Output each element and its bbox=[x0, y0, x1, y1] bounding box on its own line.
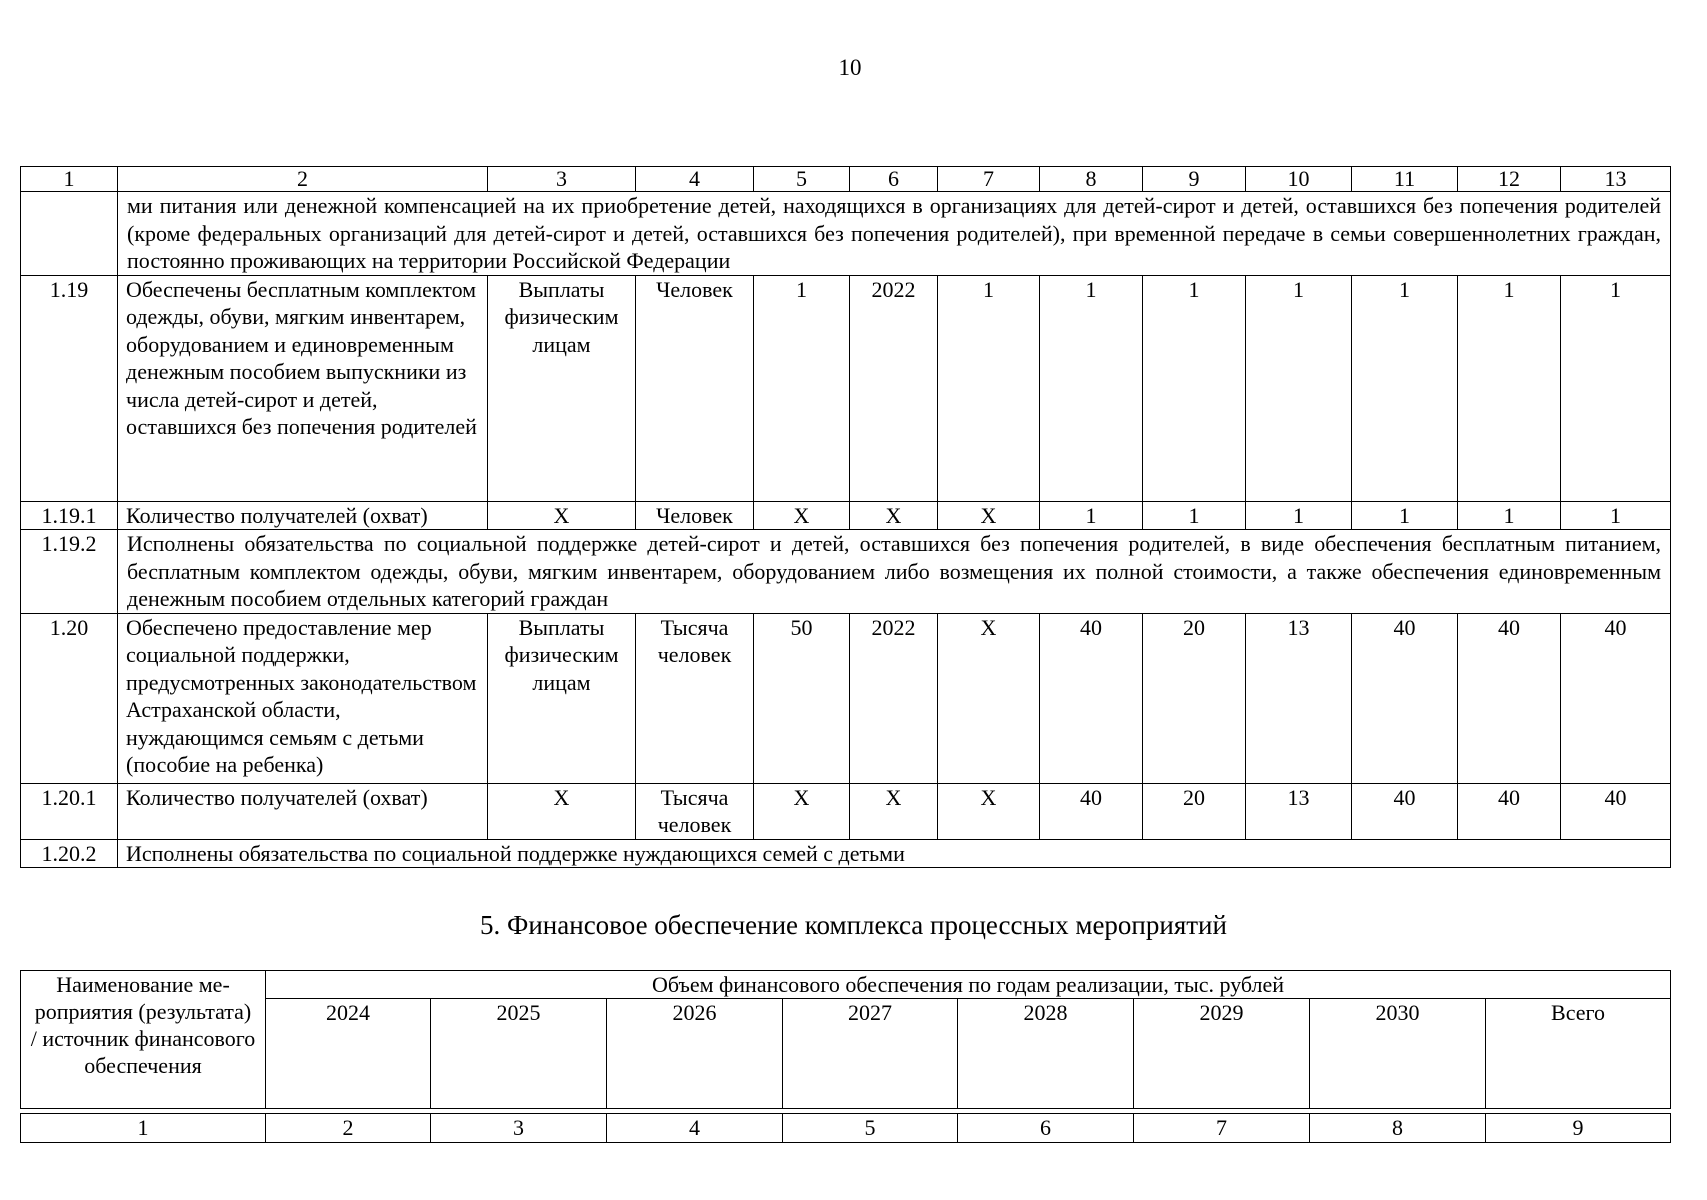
table-row bbox=[21, 275, 1671, 501]
result-type: Выплаты физическим лицам bbox=[488, 613, 636, 783]
cell-value: 13 bbox=[1246, 613, 1352, 783]
col-num: 3 bbox=[488, 167, 636, 192]
cell-value: 1 bbox=[1352, 275, 1458, 501]
row-number: 1.19.1 bbox=[21, 501, 118, 530]
col-num: 8 bbox=[1040, 167, 1143, 192]
table-row bbox=[21, 783, 1671, 839]
cell-value: 20 bbox=[1143, 783, 1246, 839]
col-num: 3 bbox=[431, 1114, 607, 1143]
cell-value: 40 bbox=[1561, 783, 1671, 839]
table-row bbox=[21, 839, 1671, 868]
year-header: 2030 bbox=[1310, 999, 1486, 1109]
result-name: Обеспечены бесплатным комплектом одежды, обуви, мягким инвентарем, оборудованием и единовременным денежным пособием выпускники из числа детей-сирот и детей, оставшихся без попечения родителей bbox=[118, 275, 488, 501]
cell-value: 1 bbox=[938, 275, 1040, 501]
col-num: 6 bbox=[850, 167, 938, 192]
col-num: 13 bbox=[1561, 167, 1671, 192]
cell-value: Х bbox=[938, 613, 1040, 783]
cell-value: 1 bbox=[1143, 501, 1246, 530]
unit: Тысяча человек bbox=[636, 613, 754, 783]
cell-value: 40 bbox=[1458, 783, 1561, 839]
table-row bbox=[21, 613, 1671, 783]
cell-value: 1 bbox=[1458, 501, 1561, 530]
col-num: 4 bbox=[636, 167, 754, 192]
cell-value: 1 bbox=[1246, 501, 1352, 530]
col-num: 1 bbox=[21, 167, 118, 192]
year-header: 2025 bbox=[431, 999, 607, 1109]
unit: Человек bbox=[636, 275, 754, 501]
task-text: Исполнены обязательства по социальной поддержке детей-сирот и детей, оставшихся без попечения родителей, в виде обеспечения бесплатным питанием, бесплатным комплектом одежды, обуви, мягким инвентарем, оборудованием либо возмещения их полной стоимости, а также обеспечения единовременным денежным пособием отдельных категорий граждан bbox=[118, 530, 1671, 614]
result-type: Х bbox=[488, 783, 636, 839]
indicators-table bbox=[20, 166, 1671, 868]
table-row bbox=[21, 192, 1671, 276]
unit: Тысяча человек bbox=[636, 783, 754, 839]
cell-value: Х bbox=[938, 783, 1040, 839]
year-header: 2027 bbox=[783, 999, 958, 1109]
year-header: Всего bbox=[1486, 999, 1671, 1109]
result-type: Выплаты физическим лицам bbox=[488, 275, 636, 501]
cell-value: 40 bbox=[1458, 613, 1561, 783]
table-row bbox=[21, 501, 1671, 530]
year-header: 2024 bbox=[266, 999, 431, 1109]
cell-value: 20 bbox=[1143, 613, 1246, 783]
cell-value: 40 bbox=[1352, 783, 1458, 839]
cell-value: 1 bbox=[1561, 275, 1671, 501]
row-number: 1.20 bbox=[21, 613, 118, 783]
cell-value: Х bbox=[754, 783, 850, 839]
cell-value: 1 bbox=[1143, 275, 1246, 501]
col-num: 7 bbox=[1134, 1114, 1310, 1143]
col-num: 11 bbox=[1352, 167, 1458, 192]
col-num: 4 bbox=[607, 1114, 783, 1143]
col-num: 9 bbox=[1486, 1114, 1671, 1143]
col-num: 1 bbox=[21, 1114, 266, 1143]
col-num: 6 bbox=[958, 1114, 1134, 1143]
result-name: Количество получателей (охват) bbox=[118, 501, 488, 530]
cell-value: 1 bbox=[1040, 501, 1143, 530]
row-number: 1.20.2 bbox=[21, 839, 118, 868]
section-title: 5. Финансовое обеспечение комплекса процессных мероприятий bbox=[480, 910, 1227, 940]
row-number: 1.19.2 bbox=[21, 530, 118, 614]
column-number-row bbox=[21, 167, 1671, 192]
cell-value: 1 bbox=[1040, 275, 1143, 501]
cell-value: 1 bbox=[1561, 501, 1671, 530]
row-number: 1.19 bbox=[21, 275, 118, 501]
row-number: 1.20.1 bbox=[21, 783, 118, 839]
task-text: Исполнены обязательства по социальной поддержке нуждающихся семей с детьми bbox=[118, 839, 1671, 868]
cell-value: 40 bbox=[1040, 613, 1143, 783]
cell-value: Х bbox=[938, 501, 1040, 530]
col-num: 12 bbox=[1458, 167, 1561, 192]
page-number: 10 bbox=[838, 55, 862, 80]
col-num: 9 bbox=[1143, 167, 1246, 192]
cell-value: 2022 bbox=[850, 275, 938, 501]
result-type: Х bbox=[488, 501, 636, 530]
col-num: 10 bbox=[1246, 167, 1352, 192]
col-num: 5 bbox=[783, 1114, 958, 1143]
header-row bbox=[21, 971, 1671, 999]
continued-text: ми питания или денежной компенсацией на их приобретение детей, находящихся в организациях для детей-сирот и детей, оставшихся без попечения родителей (кроме федеральных организаций для детей-сирот и детей, оставшихся без попечения родителей), при временной передаче в семьи совершеннолетних граждан, постоянно проживающих на территории Российской Федерации bbox=[118, 192, 1671, 276]
table-row bbox=[21, 530, 1671, 614]
cell-value: 13 bbox=[1246, 783, 1352, 839]
cell-value: 50 bbox=[754, 613, 850, 783]
group-header: Объем финансового обеспечения по годам реализации, тыс. рублей bbox=[266, 971, 1671, 999]
year-header: 2029 bbox=[1134, 999, 1310, 1109]
col-num: 2 bbox=[118, 167, 488, 192]
cell-value: 2022 bbox=[850, 613, 938, 783]
cell-value: 1 bbox=[1352, 501, 1458, 530]
cell-value: 40 bbox=[1040, 783, 1143, 839]
col-num: 2 bbox=[266, 1114, 431, 1143]
year-header: 2026 bbox=[607, 999, 783, 1109]
cell-value: Х bbox=[754, 501, 850, 530]
col-num: 7 bbox=[938, 167, 1040, 192]
year-header: 2028 bbox=[958, 999, 1134, 1109]
cell-value: Х bbox=[850, 501, 938, 530]
years-row bbox=[21, 999, 1671, 1109]
cell-value: 1 bbox=[1246, 275, 1352, 501]
cell-value: 40 bbox=[1561, 613, 1671, 783]
unit: Человек bbox=[636, 501, 754, 530]
cell-value: 40 bbox=[1352, 613, 1458, 783]
result-name: Количество получателей (охват) bbox=[118, 783, 488, 839]
column-number-row bbox=[21, 1114, 1671, 1143]
financing-table bbox=[20, 970, 1671, 1143]
cell-value: 1 bbox=[754, 275, 850, 501]
col1-header: Наименование мероприятия (результата) / источник финансового обеспечения bbox=[21, 971, 266, 1109]
col-num: 5 bbox=[754, 167, 850, 192]
result-name: Обеспечено предоставление мер социальной поддержки, предусмотренных законодательством Астраханской области, нуждающимся семьям с детьми (пособие на ребенка) bbox=[118, 613, 488, 783]
cell-value: 1 bbox=[1458, 275, 1561, 501]
cell-value: Х bbox=[850, 783, 938, 839]
col-num: 8 bbox=[1310, 1114, 1486, 1143]
